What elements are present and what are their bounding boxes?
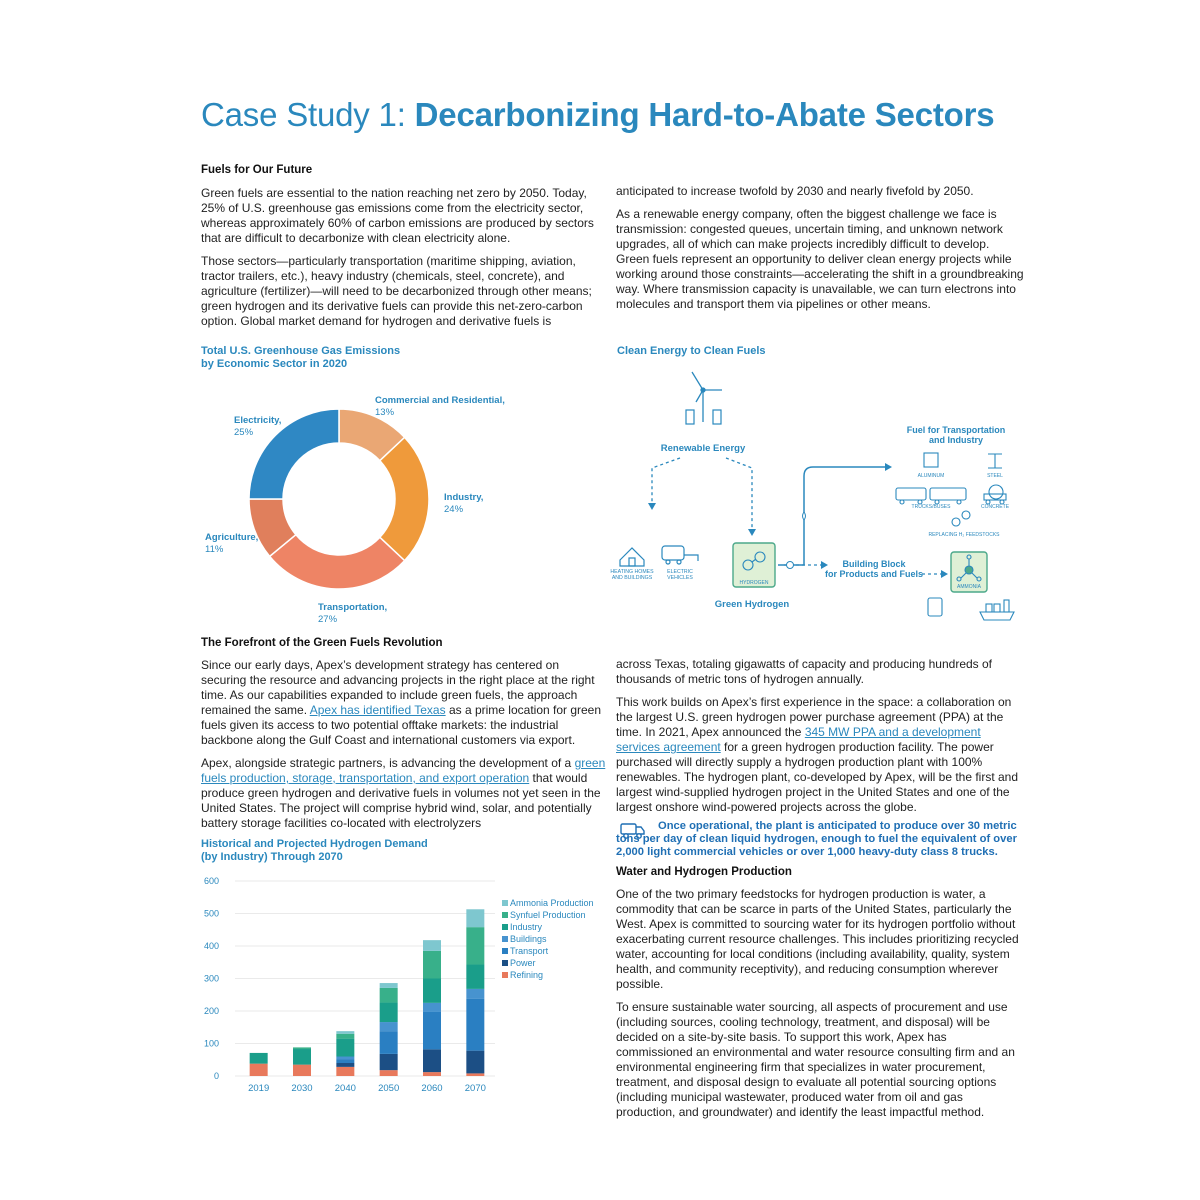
steel-label: STEEL [987, 473, 1003, 479]
bar-refining-2030 [293, 1065, 311, 1076]
legend-label: Refining [510, 970, 544, 980]
donut-chart-title [201, 345, 400, 371]
section3-paragraph-2: To ensure sustainable water sourcing, all aspects of procurement and use (including sources, cooling technology, treatment, and disposal) will be decided on a site-by-site basis. To support this work, Apex has commissioned an environmental and water resource consulting firm and an environmental engineering firm that specializes in water procurement, treatment, and disposal design to evaluate all potential sourcing options (including municipal wastewater, produced water from oil and gas production, and groundwater) and identify the least impactful method. [616, 1000, 1015, 1119]
legend-swatch [502, 912, 508, 918]
section2-left-p1-text-b: as a prime location for green fuels given its access to two potential offtake markets: the industrial backbone along the Gulf Coast and international customers via export. [201, 703, 602, 747]
ev-label-line1: ELECTRIC [667, 569, 693, 575]
bar-title-line1: Historical and Projected Hydrogen Demand [201, 838, 428, 850]
electric-vehicle-icon [662, 546, 698, 564]
bar-buildings-2050 [380, 1022, 398, 1031]
x-tick-label: 2040 [334, 1083, 356, 1094]
arrow-right-fuel-icon [885, 463, 892, 471]
bar-buildings-2040 [336, 1057, 354, 1060]
legend-label: Buildings [510, 934, 547, 944]
section1-heading: Fuels for Our Future [201, 164, 313, 176]
bar-industry-2050 [380, 1003, 398, 1023]
donut-label-value: 24% [444, 504, 464, 515]
y-tick-label: 600 [203, 876, 219, 886]
bar-ammonia-production-2040 [336, 1031, 354, 1034]
bar-transport-2050 [380, 1031, 398, 1054]
y-tick-label: 400 [203, 941, 219, 951]
arrow-to-fuel-line [778, 467, 890, 565]
legend-label: Industry [510, 922, 543, 932]
water-drop-icon [803, 512, 806, 520]
feedstock-molecule-icon [952, 511, 970, 526]
wind-turbine-icon [692, 372, 722, 422]
bar-power-2050 [380, 1054, 398, 1070]
trucks-label: TRUCKS/BUSES [911, 504, 951, 510]
bar-chart-title [201, 838, 428, 864]
donut-slice-industry [380, 437, 429, 560]
bar-industry-2070 [466, 965, 484, 989]
y-tick-label: 0 [213, 1071, 219, 1081]
building-block-line1: Building Block [842, 559, 906, 569]
section2-left-p2-text-a: Apex, alongside strategic partners, is advancing the development of a [201, 756, 575, 770]
bar-synfuel-production-2070 [466, 927, 484, 964]
section3-column [616, 865, 1024, 1132]
section2-left-paragraph-1 [201, 658, 606, 748]
section2-left-p1-text-a: Since our early days, Apex’s development strategy has centered on securing the resource and advancing projects in the right place at the right time. As our capabilities expanded to include green fuels, the approach remained the same. [201, 658, 595, 717]
legend-swatch [502, 900, 508, 906]
title-main: Decarbonizing Hard-to-Abate Sectors [414, 96, 995, 133]
legend-label: Transport [510, 946, 549, 956]
ppa-agreement-link[interactable]: 345 MW PPA and a development services agreement [616, 725, 981, 754]
bar-refining-2060 [423, 1072, 441, 1076]
donut-label-value: 27% [318, 614, 338, 625]
arrow-down-hydrogen-icon [748, 529, 756, 536]
x-tick-label: 2070 [464, 1083, 486, 1094]
section2-heading: The Forefront of the Green Fuels Revolution [201, 637, 443, 649]
y-tick-label: 500 [203, 908, 219, 919]
small-molecule-icon [787, 562, 794, 569]
donut-chart [190, 385, 550, 630]
page-title [201, 96, 994, 134]
bar-industry-2040 [336, 1039, 354, 1057]
bar-industry-2030 [293, 1049, 311, 1065]
bar-refining-2040 [336, 1067, 354, 1076]
ammonia-label: AMMONIA [957, 584, 981, 590]
section2-left-column [201, 636, 606, 839]
bar-transport-2060 [423, 1012, 441, 1049]
section2-right-column [616, 657, 1024, 823]
section2-right-p2-text-a: This work builds on Apex’s first experience in the space: a collaboration on the largest U.S. green hydrogen power purchase agreement (PPA) at the time. In 2021, Apex announced the [616, 695, 1012, 739]
renewable-energy-label: Renewable Energy [660, 443, 746, 454]
section1-left-paragraph-1: Green fuels are essential to the nation reaching net zero by 2050. Today, 25% of U.S. greenhouse gas emissions come from the electricity sector, whereas approximately 60% of carbon emissions are produced by sectors that are difficult to decarbonize with clean electricity alone. [201, 186, 594, 245]
concrete-label: CONCRETE [980, 504, 1010, 510]
ship-icon [980, 600, 1014, 620]
bar-power-2040 [336, 1063, 354, 1067]
arrow-right-ammonia-icon [941, 570, 948, 578]
legend-swatch [502, 924, 508, 930]
donut-label-category: Electricity, [234, 415, 282, 426]
building-block-line2: for Products and Fuels [824, 569, 924, 579]
section2-right-p2-text-b: for a green hydrogen production facility. The power purchased will directly supply a hydrogen production plant with 100% renewables. The hydrogen plant, co-developed by Apex, will be the first and largest wind-supplied hydrogen project in the United States and one of the largest onshore wind-powered projects across the globe. [616, 740, 1019, 814]
replacing-feedstocks-label: REPLACING H₂ FEEDSTOCKS [928, 532, 1000, 538]
section3-paragraph-1: One of the two primary feedstocks for hydrogen production is water, a commodity that can be scarce in parts of the United States, particularly the West. Apex is committed to sourcing water for its hydrogen portfolio without exacerbating current resource challenges. This includes prioritizing recycled water, accounting for local conditions (including availability, quality, system health, and community receptivity), and reducing consumption wherever possible. [616, 887, 1019, 991]
trucks-buses-icon [896, 488, 966, 504]
bar-refining-2070 [466, 1073, 484, 1076]
title-prefix: Case Study 1: [201, 96, 415, 133]
bar-title-line2: (by Industry) Through 2070 [201, 851, 343, 863]
donut-label-category: Industry, [444, 492, 484, 503]
hydrogen-label: HYDROGEN [739, 580, 769, 586]
donut-title-line2: by Economic Sector in 2020 [201, 358, 348, 370]
fertilizer-bag-icon [928, 598, 942, 616]
donut-label-value: 11% [205, 544, 224, 555]
donut-label-category: Agriculture, [205, 532, 259, 543]
concrete-mixer-icon [984, 485, 1006, 504]
bar-refining-2019 [250, 1064, 268, 1076]
y-tick-label: 100 [203, 1038, 219, 1049]
donut-slice-transportation [270, 535, 405, 589]
aluminum-icon [924, 453, 938, 467]
section2-left-p2-text-b: that would produce green hydrogen and derivative fuels in volumes not yet seen in the United States. The project will comprise hybrid wind, solar, and potentially battery storage facilities co-located with electrolyzers [201, 771, 601, 830]
apex-texas-link[interactable]: Apex has identified Texas [309, 703, 446, 717]
bar-transport-2040 [336, 1059, 354, 1063]
donut-title-line1: Total U.S. Greenhouse Gas Emissions [201, 345, 401, 357]
section1-left-paragraph-2: Those sectors—particularly transportation (maritime shipping, aviation, tractor trailers, etc.), heavy industry (chemicals, steel, concrete), and agriculture (fertilizer)—will need to be decarbonized through other means; green hydrogen and its derivative fuels can provide this net-zero-carbon option. Global market demand for hydrogen and derivative fuels is [201, 254, 592, 328]
y-tick-label: 300 [203, 973, 219, 984]
x-tick-label: 2060 [421, 1083, 443, 1094]
bar-buildings-2060 [423, 1003, 441, 1012]
donut-label-value: 13% [375, 407, 395, 418]
aluminum-label: ALUMINUM [917, 473, 945, 479]
x-tick-label: 2019 [248, 1083, 270, 1094]
legend-swatch [502, 948, 508, 954]
arrow-down-left-icon [648, 503, 656, 510]
legend-label: Synfuel Production [510, 910, 586, 920]
section3-heading: Water and Hydrogen Production [616, 866, 792, 878]
legend-label: Power [510, 958, 536, 968]
legend-swatch [502, 936, 508, 942]
x-tick-label: 2050 [378, 1083, 400, 1094]
fuel-label-line1: Fuel for Transportation [906, 425, 1006, 435]
bar-synfuel-production-2040 [336, 1034, 354, 1039]
bar-industry-2019 [250, 1053, 268, 1064]
hydrogen-callout: Once operational, the plant is anticipated to produce over 30 metric tons per day of clean liquid hydrogen, enough to fuel the equivalent of over 2,000 light commercial vehicles or over 1,000 heavy-duty class 8 trucks. [616, 820, 1017, 858]
section2-right-paragraph-1: across Texas, totaling gigawatts of capacity and producing hundreds of thousands of metric tons of hydrogen annually. [616, 657, 993, 686]
clean-fuels-diagram [600, 360, 1030, 630]
section1-right-paragraph-2: As a renewable energy company, often the biggest challenge we face is transmission: congested queues, uncertain timing, and unknown network upgrades, all of which can make projects incredibly difficult to develop. Green fuels represent an opportunity to deliver clean energy projects while working around those constraints—accelerating the shift in a groundbreaking way. Where transmission capacity is unavailable, we can turn electrons into molecules and transport them via pipelines or other means. [616, 207, 1024, 311]
bar-ammonia-production-2070 [466, 909, 484, 927]
steel-icon [988, 454, 1002, 468]
renewable-dashed-lines [652, 458, 752, 536]
bar-synfuel-production-2030 [293, 1047, 311, 1049]
section1-left-column [201, 163, 606, 337]
fuel-label-line2: and Industry [928, 435, 984, 445]
bar-synfuel-production-2060 [423, 951, 441, 979]
bar-power-2060 [423, 1049, 441, 1072]
arrow-right-building-icon [821, 561, 828, 569]
bar-industry-2060 [423, 979, 441, 1003]
donut-label-category: Commercial and Residential, [375, 395, 505, 406]
y-tick-label: 200 [203, 1006, 219, 1016]
donut-label-value: 25% [234, 427, 254, 438]
x-tick-label: 2030 [291, 1083, 313, 1094]
green-hydrogen-label: Green Hydrogen [714, 599, 790, 610]
section2-left-paragraph-2 [201, 756, 606, 831]
legend-label: Ammonia Production [510, 898, 594, 908]
heating-label-line2: AND BUILDINGS [611, 575, 653, 581]
bar-ammonia-production-2050 [380, 983, 398, 988]
section2-right-paragraph-2 [616, 695, 1024, 815]
bar-power-2070 [466, 1051, 484, 1074]
hydrogen-demand-chart [195, 870, 615, 1105]
bar-synfuel-production-2050 [380, 988, 398, 1003]
diagram-title: Clean Energy to Clean Fuels [617, 345, 766, 357]
bar-transport-2070 [466, 999, 484, 1051]
bar-ammonia-production-2060 [423, 940, 441, 951]
home-icon [620, 548, 644, 566]
bar-buildings-2070 [466, 989, 484, 999]
legend-swatch [502, 972, 508, 978]
ev-label-line2: VEHICLES [667, 575, 693, 581]
bar-refining-2050 [380, 1070, 398, 1076]
green-fuels-operation-link[interactable]: green fuels production, storage, transportation, and export operation [201, 756, 606, 785]
heating-label-line1: HEATING HOMES [610, 569, 654, 575]
section1-right-column [616, 184, 1024, 320]
legend-swatch [502, 960, 508, 966]
donut-label-category: Transportation, [318, 602, 388, 613]
section1-right-paragraph-1: anticipated to increase twofold by 2030 and nearly fivefold by 2050. [616, 184, 974, 198]
